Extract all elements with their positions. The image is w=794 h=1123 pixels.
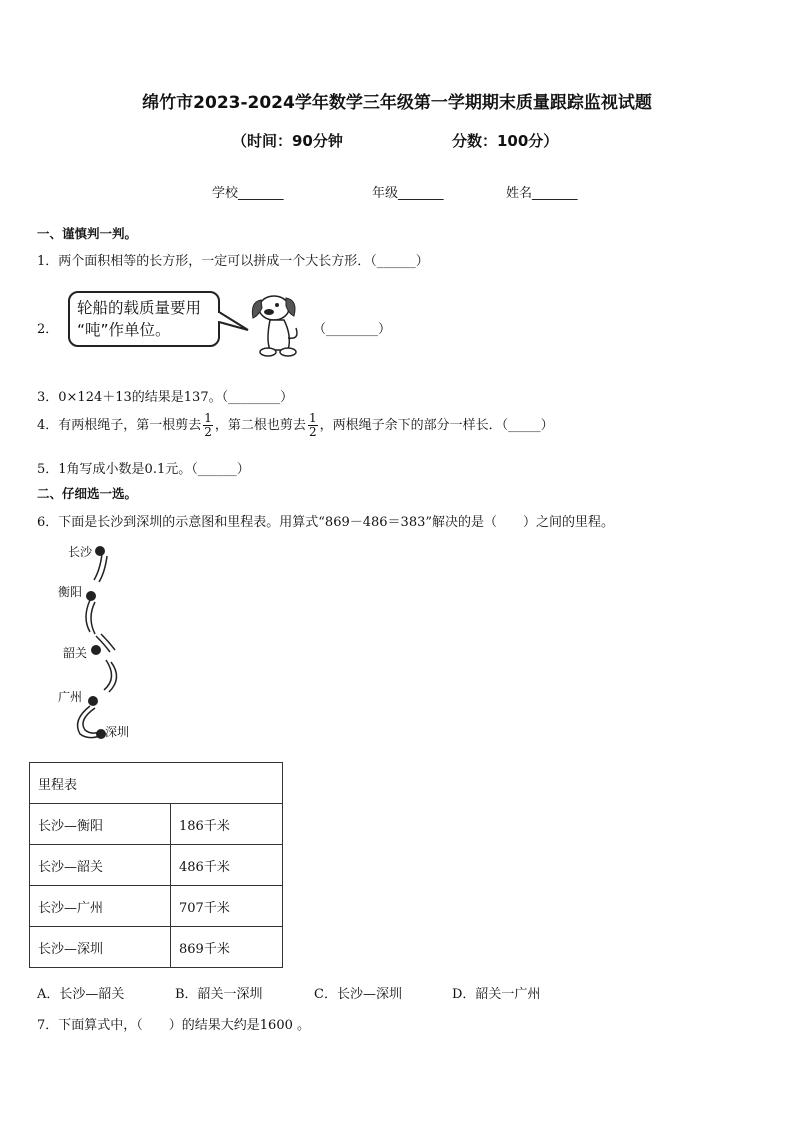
fraction-2-denominator: 2 [308,425,317,439]
fraction-2-numerator: 1 [308,411,317,425]
fraction-2 [308,412,318,439]
exam-title: 绵竹市2023-2024学年数学三年级第一学期期末质量跟踪监视试题 [142,93,652,113]
fraction-1-denominator: 2 [204,425,212,439]
question-6: 6．下面是长沙到深圳的示意图和里程表。用算式“869－486＝383”解决的是（ ）之间的里程。 [37,515,615,530]
table-header: 里程表 [30,763,283,804]
exam-score: 分数：100分） [452,132,559,150]
question-2-number: 2． [37,322,59,337]
school-field: 学校_______ [212,186,284,201]
option-c: C．长沙—深圳 [314,987,402,1002]
option-a: A．长沙—韶关 [37,987,125,1002]
fraction-1-numerator: 1 [204,411,212,425]
table-route-cell: 长沙—广州 [30,886,171,927]
table-route-cell: 长沙—衡阳 [30,804,171,845]
city-label-shaoguan: 韶关 [63,646,88,660]
option-d: D．韶关一广州 [452,987,541,1002]
question-1: 1．两个面积相等的长方形，一定可以拼成一个大长方形．（______） [37,254,429,269]
fraction-1 [203,412,213,439]
table-route-cell: 长沙—韶关 [30,845,171,886]
city-dot-hengyang [86,591,96,601]
exam-time: （时间：90分钟 [232,132,343,150]
table-row [30,886,283,927]
bubble-line-2: “吨”作单位。 [77,321,171,339]
question-3: 3．0×124＋13的结果是137。（________） [37,390,294,405]
question-4-part-3: ，两根绳子余下的部分一样长．（_____） [319,418,554,433]
table-distance-cell: 186千米 [171,804,283,845]
question-4-part-1: 4．有两根绳子，第一根剪去 [37,418,202,433]
question-7: 7．下面算式中，（ ）的结果大约是1600 。 [37,1018,310,1033]
mileage-table [29,762,283,968]
table-row [30,804,283,845]
table-distance-cell: 869千米 [171,927,283,968]
grade-field: 年级_______ [372,186,444,201]
city-label-hengyang: 衡阳 [58,585,83,599]
table-route-cell: 长沙—深圳 [30,927,171,968]
table-distance-cell: 707千米 [171,886,283,927]
city-dot-changsha [95,546,105,556]
city-label-changsha: 长沙 [68,545,93,559]
table-row [30,927,283,968]
section-1-heading: 一、谨慎判一判。 [37,226,138,241]
question-4-part-2: ，第二根也剪去 [214,418,306,433]
city-label-guangzhou: 广州 [58,690,83,704]
question-4 [37,412,554,439]
name-field: 姓名_______ [506,186,578,201]
bubble-line-1: 轮船的载质量要用 [77,299,202,317]
question-2-blank: （________） [313,322,392,337]
option-b: B．韶关一深圳 [175,987,263,1002]
section-2-heading: 二、仔细选一选。 [37,486,138,501]
speech-bubble [68,291,220,347]
table-row [30,845,283,886]
city-dot-shaoguan [91,645,101,655]
dog-icon [244,290,304,362]
table-distance-cell: 486千米 [171,845,283,886]
city-dot-guangzhou [88,696,98,706]
question-5: 5．1角写成小数是0.1元。（______） [37,462,250,477]
table-header-row [30,763,283,804]
city-label-shenzhen: 深圳 [105,725,130,739]
